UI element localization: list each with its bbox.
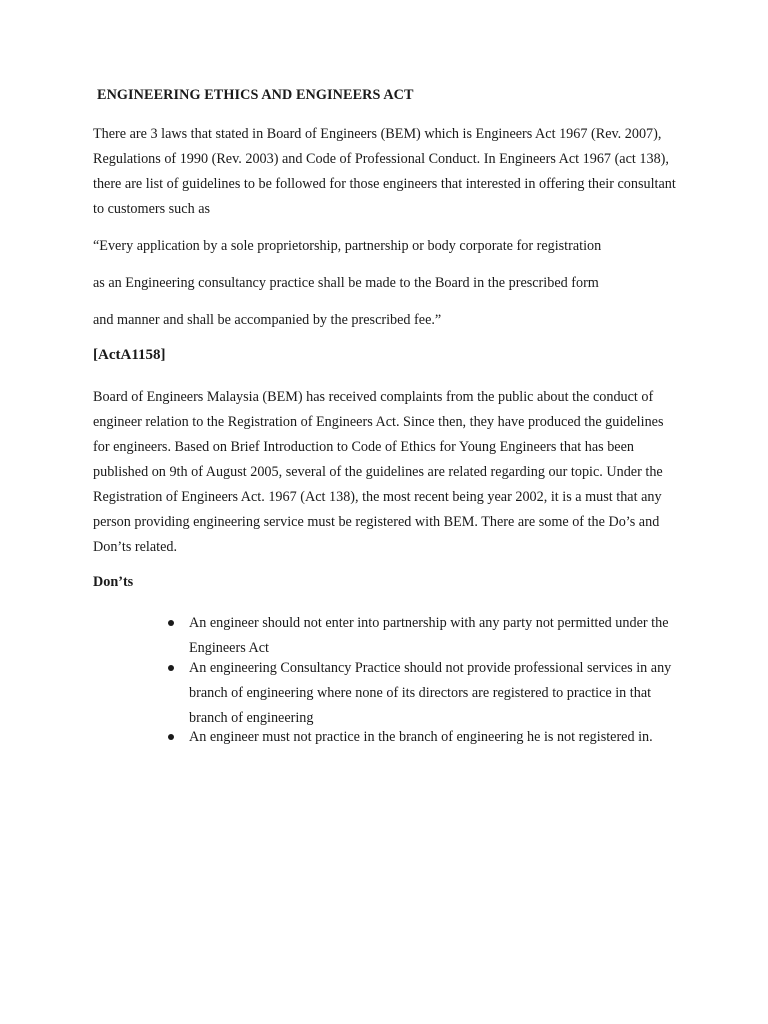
list-item-text: An engineer must not practice in the branch of engineering he is not registered in.	[189, 729, 653, 745]
list-item	[168, 611, 688, 661]
quote-line: and manner and shall be accompanied by the prescribed fee.”	[93, 312, 442, 328]
bullet-icon	[168, 734, 174, 740]
second-paragraph: Board of Engineers Malaysia (BEM) has received complaints from the public about the conduct of engineer relation to the Registration of Engineers Act. Since then, they have produced the guidelines for engineers. Based on Brief Introduction to Code of Ethics for Young Engineers that has been published on 9th of August 2005, several of the guidelines are related regarding our topic. Under the Registration of Engineers Act. 1967 (Act 138), the most recent being year 2002, it is a must that any person providing engineering service must be registered with BEM. There are some of the Do’s and Don’ts related.	[93, 389, 664, 555]
list-item	[168, 656, 688, 731]
donts-list	[168, 611, 688, 745]
quote-line: as an Engineering consultancy practice shall be made to the Board in the prescribed form	[93, 275, 599, 291]
bullet-icon	[168, 620, 174, 626]
bullet-icon	[168, 665, 174, 671]
intro-paragraph: There are 3 laws that stated in Board of Engineers (BEM) which is Engineers Act 1967 (Rev. 2007), Regulations of 1990 (Rev. 2003) and Code of Professional Conduct. In Engineers Act 1967 (act 138), there are list of guidelines to be followed for those engineers that interested in offering their consultant to customers such as	[93, 126, 676, 217]
quote-line: “Every application by a sole proprietorship, partnership or body corporate for registration	[93, 238, 602, 254]
act-reference: [ActA1158]	[93, 347, 166, 363]
list-item-text: An engineering Consultancy Practice should not provide professional services in any branch of engineering where none of its directors are registered to practice in that branch of engineering	[189, 660, 672, 726]
list-item-text: An engineer should not enter into partnership with any party not permitted under the Engineers Act	[189, 615, 669, 656]
list-item	[168, 725, 688, 750]
document-title: ENGINEERING ETHICS AND ENGINEERS ACT	[97, 87, 414, 103]
donts-heading: Don’ts	[93, 574, 134, 590]
